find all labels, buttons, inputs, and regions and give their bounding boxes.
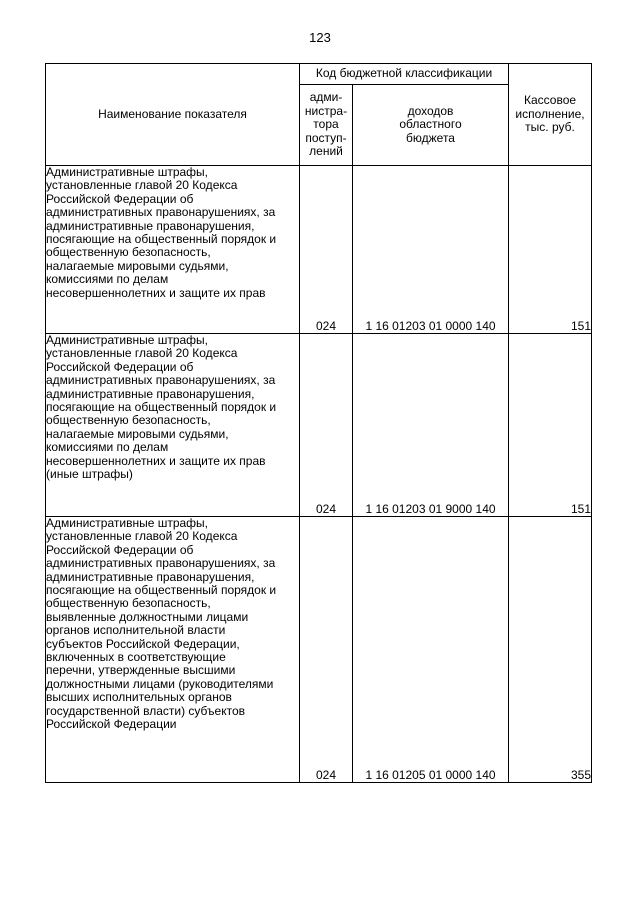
- table-row: [46, 517, 592, 783]
- income-code-cell: 1 16 01203 01 9000 140: [353, 334, 509, 517]
- admin-code-cell: 024: [300, 517, 353, 783]
- header-budget-classification-code: Код бюджетной классификации: [300, 64, 509, 85]
- header-indicator-name: Наименование показателя: [46, 64, 300, 166]
- header-row-1: [46, 64, 592, 85]
- budget-table: [45, 63, 592, 783]
- indicator-name-cell: Административные штрафы, установленные главой 20 Кодекса Российской Федерации об административных правонарушениях, за административные правонарушения, посягающие на общественный порядок и общественную безопасность, налагаемые мировыми судьями, комиссиями по делам несовершеннолетних и защите их прав: [46, 166, 300, 334]
- income-code-cell: 1 16 01203 01 0000 140: [353, 166, 509, 334]
- amount-cell: 355: [509, 517, 592, 783]
- header-income-code: доходов областного бюджета: [353, 85, 509, 166]
- admin-code-cell: 024: [300, 334, 353, 517]
- page-number: 123: [309, 30, 331, 45]
- amount-cell: 151: [509, 334, 592, 517]
- indicator-name-cell: Административные штрафы, установленные главой 20 Кодекса Российской Федерации об административных правонарушениях, за административные правонарушения, посягающие на общественный порядок и общественную безопасность, налагаемые мировыми судьями, комиссиями по делам несовершеннолетних и защите их прав (иные штрафы): [46, 334, 300, 517]
- table-row: [46, 166, 592, 334]
- income-code-cell: 1 16 01205 01 0000 140: [353, 517, 509, 783]
- header-admin-code: адми- нистра- тора поступ- лений: [300, 85, 353, 166]
- admin-code-cell: 024: [300, 166, 353, 334]
- header-cash-execution: Кассовое исполнение, тыс. руб.: [509, 64, 592, 166]
- table-row: [46, 334, 592, 517]
- indicator-name-cell: Административные штрафы, установленные главой 20 Кодекса Российской Федерации об административных правонарушениях, за административные правонарушения, посягающие на общественный порядок и общественную безопасность, выявленные должностными лицами органов исполнительной власти субъектов Российской Федерации, включенных в соответствующие перечни, утвержденные высшими должностными лицами (руководителями высших исполнительных органов государственной власти) субъектов Российской Федерации: [46, 517, 300, 783]
- amount-cell: 151: [509, 166, 592, 334]
